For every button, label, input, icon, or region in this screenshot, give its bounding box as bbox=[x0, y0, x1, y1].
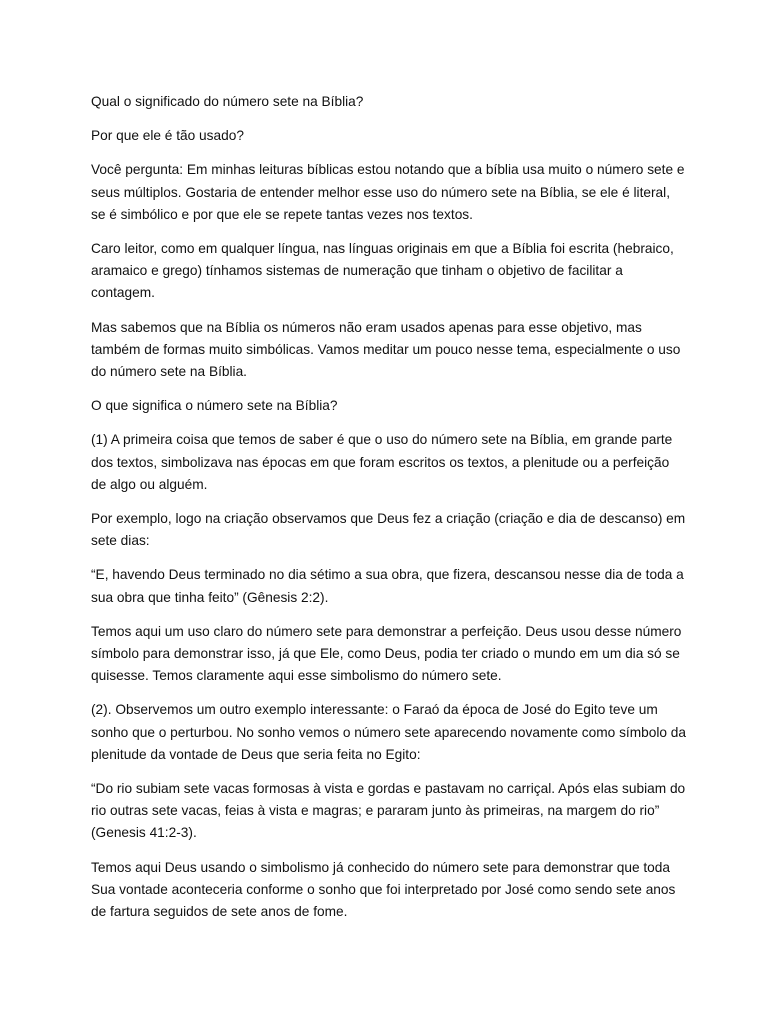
paragraph-point-1: (1) A primeira coisa que temos de saber é que o uso do número sete na Bíblia, em grande parte dos textos, simbolizava nas épocas em que foram escritos os textos, a plenitude ou a perfeição de algo ou alguém. bbox=[91, 432, 673, 492]
section-heading-meaning: O que significa o número sete na Bíblia? bbox=[91, 398, 338, 414]
paragraph-creation-example: Por exemplo, logo na criação observamos que Deus fez a criação (criação e dia de descanso) em sete dias: bbox=[91, 511, 686, 549]
quote-genesis-2-2: “E, havendo Deus terminado no dia sétimo a sua obra, que fizera, descansou nesse dia de toda a sua obra que tinha feito” (Gênesis 2:2). bbox=[91, 567, 684, 605]
title-question: Qual o significado do número sete na Bíblia? bbox=[91, 94, 364, 109]
paragraph-conclusion: Temos aqui Deus usando o simbolismo já conhecido do número sete para demonstrar que toda Sua vontade aconteceria conforme o sonho que foi interpretado por José como sendo sete anos de fartura seguidos de sete anos de fome. bbox=[91, 859, 676, 920]
paragraph-point-2: (2). Observemos um outro exemplo interessante: o Faraó da época de José do Egito teve um sonho que o perturbou. No sonho vemos o número sete aparecendo novamente como símbolo da plenitude da vontade de Deus que seria feita no Egito: bbox=[91, 702, 687, 762]
quote-genesis-41: “Do rio subiam sete vacas formosas à vista e gordas e pastavam no carriçal. Após elas subiam do rio outras sete vacas, feias à vista e magras; e pararam junto às primeiras, na margem do rio” (Genesis 41:2-3). bbox=[91, 781, 686, 841]
subtitle-question: Por que ele é tão usado? bbox=[91, 128, 244, 144]
paragraph-reader-question: Você pergunta: Em minhas leituras bíblicas estou notando que a bíblia usa muito o número sete e seus múltiplos. Gostaria de entender melhor esse uso do número sete na Bíblia, se ele é literal, se é simbólico e por que ele se repete tantas vezes nos textos. bbox=[91, 162, 685, 222]
paragraph-perfection: Temos aqui um uso claro do número sete para demonstrar a perfeição. Deus usou desse número símbolo para demonstrar isso, já que Ele, como Deus, podia ter criado o mundo em um dia só se quisesse. Temos claramente aqui esse simbolismo do número sete. bbox=[91, 623, 682, 684]
paragraph-original-languages: Caro leitor, como em qualquer língua, nas línguas originais em que a Bíblia foi escrita (hebraico, aramaico e grego) tínhamos sistemas de numeração que tinham o objetivo de facilitar a contagem. bbox=[91, 241, 674, 301]
paragraph-symbolic-use: Mas sabemos que na Bíblia os números não eram usados apenas para esse objetivo, mas também de formas muito simbólicas. Vamos meditar um pouco nesse tema, especialmente o uso do número sete na Bíblia. bbox=[91, 319, 681, 380]
